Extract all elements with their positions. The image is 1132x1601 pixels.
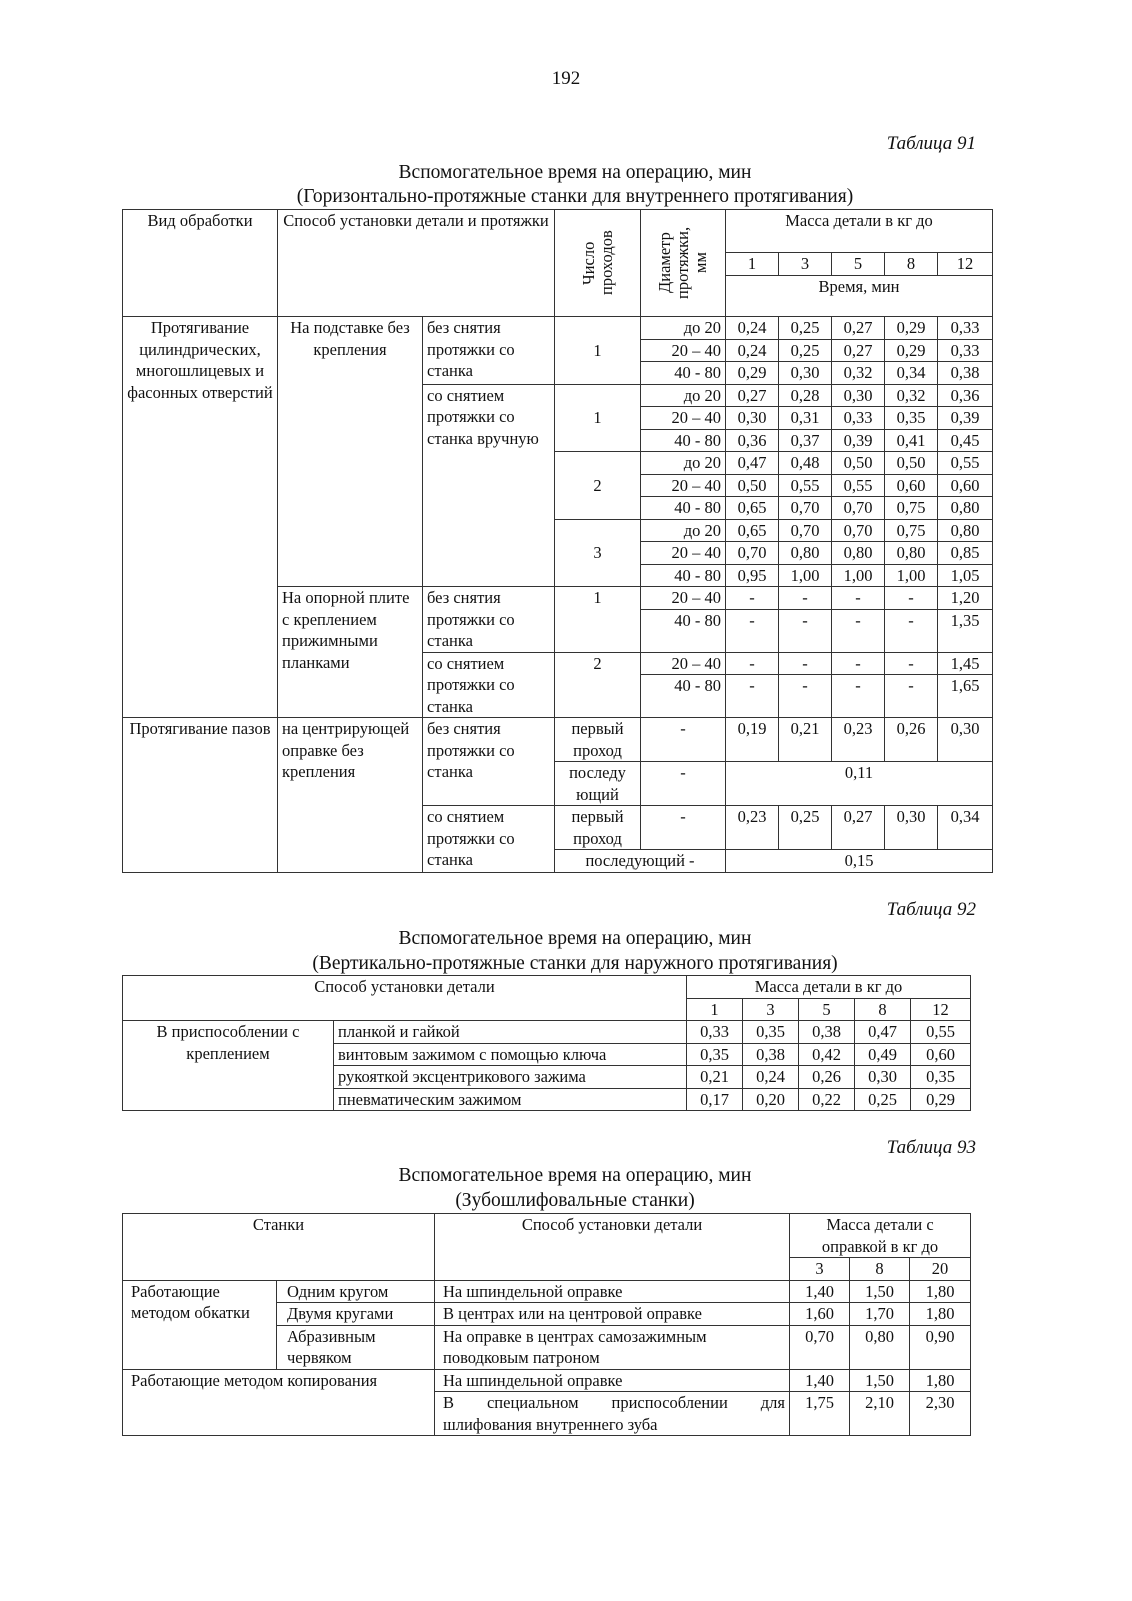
value-cell: 0,50 xyxy=(726,474,779,497)
value-cell: 0,33 xyxy=(687,1021,743,1044)
mass-col: 3 xyxy=(779,253,832,276)
value-cell: 0,20 xyxy=(743,1088,799,1111)
value-cell: 0,30 xyxy=(832,384,885,407)
value-cell: 0,75 xyxy=(885,519,938,542)
value-cell: 0,45 xyxy=(938,429,993,452)
dash-cell: - xyxy=(641,806,726,850)
mass-col: 8 xyxy=(855,998,911,1021)
value-cell: 0,33 xyxy=(938,339,993,362)
passes-cell: 1 xyxy=(555,384,641,452)
value-cell: 0,28 xyxy=(779,384,832,407)
value-cell: 0,70 xyxy=(779,497,832,520)
header-method: Способ установки детали xyxy=(435,1214,790,1281)
value-cell: - xyxy=(779,652,832,675)
header-method: Способ установки детали xyxy=(123,976,687,1021)
value-cell: - xyxy=(726,587,779,610)
header-diameter: Диаметр протяжки, мм xyxy=(655,226,710,300)
value-cell: 0,60 xyxy=(938,474,993,497)
value-cell: 0,80 xyxy=(938,519,993,542)
value-cell: 1,00 xyxy=(832,564,885,587)
diameter-cell: 40 - 80 xyxy=(641,429,726,452)
value-cell: 0,27 xyxy=(832,317,885,340)
kind-cell: Протягивание цилиндрических, многошлицевых и фасонных отверстий xyxy=(123,317,278,718)
value-cell: 0,70 xyxy=(832,519,885,542)
value-cell: 0,41 xyxy=(885,429,938,452)
value-cell: 0,90 xyxy=(910,1325,971,1369)
value-cell: 0,49 xyxy=(855,1043,911,1066)
value-cell: 0,30 xyxy=(885,806,938,850)
table-91-label: Таблица 91 xyxy=(886,133,976,154)
value-cell: - xyxy=(885,652,938,675)
value-cell: 0,35 xyxy=(911,1066,971,1089)
value-cell: 0,21 xyxy=(779,718,832,762)
value-cell: 1,40 xyxy=(790,1280,850,1303)
value-cell: 1,00 xyxy=(779,564,832,587)
value-cell: 0,38 xyxy=(938,362,993,385)
value-cell: 0,50 xyxy=(832,452,885,475)
diameter-cell: 40 - 80 xyxy=(641,609,726,652)
value-cell: 1,00 xyxy=(885,564,938,587)
value-cell: 1,50 xyxy=(850,1369,910,1392)
header-method: Способ установки детали и протяжки xyxy=(278,210,555,317)
page-number: 192 xyxy=(551,68,581,89)
value-cell: 0,39 xyxy=(832,429,885,452)
value-cell: 0,25 xyxy=(855,1088,911,1111)
value-cell: 1,40 xyxy=(790,1369,850,1392)
subsequent-pass-cell: последу ющий xyxy=(555,762,641,806)
value-cell: 1,05 xyxy=(938,564,993,587)
mass-col: 1 xyxy=(687,998,743,1021)
value-cell: 1,35 xyxy=(938,609,993,652)
table-93-title: Вспомогательное время на операцию, мин xyxy=(398,1165,752,1186)
value-cell: 0,29 xyxy=(885,317,938,340)
diameter-cell: 20 – 40 xyxy=(641,652,726,675)
value-cell: 0,38 xyxy=(743,1043,799,1066)
mass-col: 5 xyxy=(832,253,885,276)
first-pass-cell: первый проход xyxy=(555,806,641,850)
method-cell: На шпиндельной оправке xyxy=(435,1280,790,1303)
value-cell: 0,65 xyxy=(726,519,779,542)
mass-col: 12 xyxy=(938,253,993,276)
mass-col: 5 xyxy=(799,998,855,1021)
value-cell: 0,29 xyxy=(885,339,938,362)
value-cell: 0,47 xyxy=(855,1021,911,1044)
kind-cell: Протягивание пазов xyxy=(123,718,278,873)
value-cell: 0,23 xyxy=(726,806,779,850)
value-cell: 0,34 xyxy=(885,362,938,385)
value-cell: - xyxy=(832,675,885,718)
table-92-label: Таблица 92 xyxy=(886,899,976,920)
table-91 xyxy=(122,209,993,873)
value-cell: 0,80 xyxy=(850,1325,910,1369)
value-cell: - xyxy=(885,587,938,610)
mass-col: 20 xyxy=(910,1258,971,1281)
sub-method-cell: со снятием протяжки со станка xyxy=(423,652,555,718)
value-cell: 0,80 xyxy=(832,542,885,565)
value-cell: 0,55 xyxy=(832,474,885,497)
passes-cell: 2 xyxy=(555,652,641,718)
value-cell: 0,35 xyxy=(743,1021,799,1044)
group-cell: В приспособлении с креплением xyxy=(123,1021,334,1111)
value-cell: 0,47 xyxy=(726,452,779,475)
value-cell: - xyxy=(779,675,832,718)
dash-cell: - xyxy=(641,762,726,806)
value-cell: 1,45 xyxy=(938,652,993,675)
diameter-cell: 40 - 80 xyxy=(641,497,726,520)
value-cell: 0,29 xyxy=(911,1088,971,1111)
value-cell: 0,32 xyxy=(885,384,938,407)
value-cell: 0,80 xyxy=(885,542,938,565)
value-cell: 0,55 xyxy=(938,452,993,475)
value-cell: 2,30 xyxy=(910,1392,971,1436)
value-cell: - xyxy=(885,675,938,718)
passes-cell: 2 xyxy=(555,452,641,520)
value-cell: 0,35 xyxy=(687,1043,743,1066)
value-cell: 1,80 xyxy=(910,1303,971,1326)
value-cell: 0,70 xyxy=(779,519,832,542)
value-cell: 0,27 xyxy=(832,339,885,362)
mass-col: 8 xyxy=(850,1258,910,1281)
value-cell: 0,31 xyxy=(779,407,832,430)
table-92 xyxy=(122,975,971,1111)
mass-col: 1 xyxy=(726,253,779,276)
tool-cell: Двумя кругами xyxy=(277,1303,435,1326)
value-cell: 0,50 xyxy=(885,452,938,475)
value-cell: - xyxy=(726,609,779,652)
value-cell: 0,19 xyxy=(726,718,779,762)
value-cell: 0,33 xyxy=(832,407,885,430)
value-cell: 0,55 xyxy=(779,474,832,497)
first-pass-cell: первый проход xyxy=(555,718,641,762)
table-91-subtitle: (Горизонтально-протяжные станки для внутреннего протягивания) xyxy=(296,186,854,207)
diameter-cell: до 20 xyxy=(641,384,726,407)
value-cell: 0,15 xyxy=(726,850,993,873)
diameter-cell: 20 – 40 xyxy=(641,407,726,430)
value-cell: 0,36 xyxy=(726,429,779,452)
sub-method-cell: без снятия протяжки со станка xyxy=(423,587,555,653)
value-cell: - xyxy=(885,609,938,652)
sub-method-cell: без снятия протяжки со станка xyxy=(423,317,555,385)
sub-method-cell: со снятием протяжки со станка xyxy=(423,806,555,873)
value-cell: 0,27 xyxy=(832,806,885,850)
value-cell: 0,65 xyxy=(726,497,779,520)
value-cell: 1,80 xyxy=(910,1280,971,1303)
table-93-subtitle: (Зубошлифовальные станки) xyxy=(455,1190,695,1211)
method-cell: пневматическим зажимом xyxy=(334,1088,687,1111)
table-91-title: Вспомогательное время на операцию, мин xyxy=(398,162,752,183)
diameter-cell: 40 - 80 xyxy=(641,564,726,587)
value-cell: 1,65 xyxy=(938,675,993,718)
value-cell: 0,24 xyxy=(726,317,779,340)
value-cell: 0,39 xyxy=(938,407,993,430)
diameter-cell: 20 – 40 xyxy=(641,542,726,565)
mass-col: 12 xyxy=(911,998,971,1021)
value-cell: 0,25 xyxy=(779,339,832,362)
passes-cell: 1 xyxy=(555,317,641,385)
header-mass: Масса детали с оправкой в кг до xyxy=(790,1214,971,1258)
value-cell: 0,29 xyxy=(726,362,779,385)
value-cell: 0,25 xyxy=(779,806,832,850)
passes-cell: 3 xyxy=(555,519,641,587)
diameter-cell: 20 – 40 xyxy=(641,587,726,610)
value-cell: 0,24 xyxy=(726,339,779,362)
diameter-cell: 40 - 80 xyxy=(641,362,726,385)
method-cell: На опорной плите с креплением прижимными планками xyxy=(278,587,423,718)
value-cell: 0,26 xyxy=(885,718,938,762)
value-cell: 0,80 xyxy=(779,542,832,565)
header-kind: Вид обработки xyxy=(123,210,278,317)
sub-method-cell: со снятием протяжки со станка вручную xyxy=(423,384,555,587)
value-cell: 0,70 xyxy=(832,497,885,520)
tool-cell: Одним кругом xyxy=(277,1280,435,1303)
header-time: Время, мин xyxy=(726,276,993,317)
value-cell: 0,26 xyxy=(799,1066,855,1089)
value-cell: 0,24 xyxy=(743,1066,799,1089)
method-cell: В центрах или на центровой оправке xyxy=(435,1303,790,1326)
method-cell: планкой и гайкой xyxy=(334,1021,687,1044)
value-cell: 0,30 xyxy=(855,1066,911,1089)
value-cell: - xyxy=(832,587,885,610)
mass-col: 3 xyxy=(790,1258,850,1281)
passes-cell: 1 xyxy=(555,587,641,653)
value-cell: - xyxy=(832,609,885,652)
method-cell: винтовым зажимом с помощью ключа xyxy=(334,1043,687,1066)
method-cell: В специальном приспособлении для шлифования внутреннего зуба xyxy=(435,1392,790,1436)
method-cell: На подставке без крепления xyxy=(278,317,423,587)
method-cell: На шпиндельной оправке xyxy=(435,1369,790,1392)
value-cell: 0,80 xyxy=(938,497,993,520)
value-cell: 0,60 xyxy=(911,1043,971,1066)
diameter-cell: до 20 xyxy=(641,519,726,542)
value-cell: 0,25 xyxy=(779,317,832,340)
diameter-cell: 20 – 40 xyxy=(641,339,726,362)
diameter-cell: до 20 xyxy=(641,452,726,475)
value-cell: 0,48 xyxy=(779,452,832,475)
value-cell: 0,85 xyxy=(938,542,993,565)
group-cell: Работающие методом обкатки xyxy=(123,1280,277,1369)
value-cell: 0,35 xyxy=(885,407,938,430)
sub-method-cell: без снятия протяжки со станка xyxy=(423,718,555,806)
value-cell: 0,30 xyxy=(938,718,993,762)
value-cell: 0,30 xyxy=(779,362,832,385)
value-cell: - xyxy=(832,652,885,675)
value-cell: 0,33 xyxy=(938,317,993,340)
value-cell: 0,21 xyxy=(687,1066,743,1089)
mass-col: 3 xyxy=(743,998,799,1021)
mass-col: 8 xyxy=(885,253,938,276)
value-cell: 0,22 xyxy=(799,1088,855,1111)
table-93-label: Таблица 93 xyxy=(886,1137,976,1158)
header-mass: Масса детали в кг до xyxy=(687,976,971,999)
method-cell: На оправке в центрах самозажимным поводковым патроном xyxy=(435,1325,790,1369)
value-cell: 0,30 xyxy=(726,407,779,430)
value-cell: 0,95 xyxy=(726,564,779,587)
header-mass: Масса детали в кг до xyxy=(726,210,993,253)
value-cell: 2,10 xyxy=(850,1392,910,1436)
value-cell: 0,32 xyxy=(832,362,885,385)
diameter-cell: 40 - 80 xyxy=(641,675,726,718)
value-cell: 1,80 xyxy=(910,1369,971,1392)
value-cell: 1,50 xyxy=(850,1280,910,1303)
method-cell: рукояткой эксцентрикового зажима xyxy=(334,1066,687,1089)
value-cell: 0,60 xyxy=(885,474,938,497)
value-cell: 0,17 xyxy=(687,1088,743,1111)
method-cell: на центрирующей оправке без крепления xyxy=(278,718,423,873)
value-cell: 0,34 xyxy=(938,806,993,850)
value-cell: 0,70 xyxy=(790,1325,850,1369)
diameter-cell: до 20 xyxy=(641,317,726,340)
value-cell: 0,27 xyxy=(726,384,779,407)
subsequent-pass-cell: последующий - xyxy=(555,850,726,873)
value-cell: 0,36 xyxy=(938,384,993,407)
value-cell: 0,38 xyxy=(799,1021,855,1044)
value-cell: - xyxy=(726,675,779,718)
value-cell: 0,75 xyxy=(885,497,938,520)
value-cell: 0,37 xyxy=(779,429,832,452)
table-93 xyxy=(122,1213,971,1436)
value-cell: - xyxy=(779,587,832,610)
value-cell: 0,55 xyxy=(911,1021,971,1044)
value-cell: 0,11 xyxy=(726,762,993,806)
value-cell: 0,70 xyxy=(726,542,779,565)
tool-cell: Абразивным червяком xyxy=(277,1325,435,1369)
dash-cell: - xyxy=(641,718,726,762)
diameter-cell: 20 – 40 xyxy=(641,474,726,497)
value-cell: 1,75 xyxy=(790,1392,850,1436)
table-92-title: Вспомогательное время на операцию, мин xyxy=(398,928,752,949)
value-cell: 1,60 xyxy=(790,1303,850,1326)
value-cell: - xyxy=(779,609,832,652)
value-cell: 0,23 xyxy=(832,718,885,762)
value-cell: 0,42 xyxy=(799,1043,855,1066)
table-92-subtitle: (Вертикально-протяжные станки для наружного протягивания) xyxy=(312,953,838,974)
value-cell: 1,20 xyxy=(938,587,993,610)
group-cell: Работающие методом копирования xyxy=(123,1369,435,1436)
header-passes: Число проходов xyxy=(578,230,616,296)
value-cell: 1,70 xyxy=(850,1303,910,1326)
header-machines: Станки xyxy=(123,1214,435,1281)
value-cell: - xyxy=(726,652,779,675)
